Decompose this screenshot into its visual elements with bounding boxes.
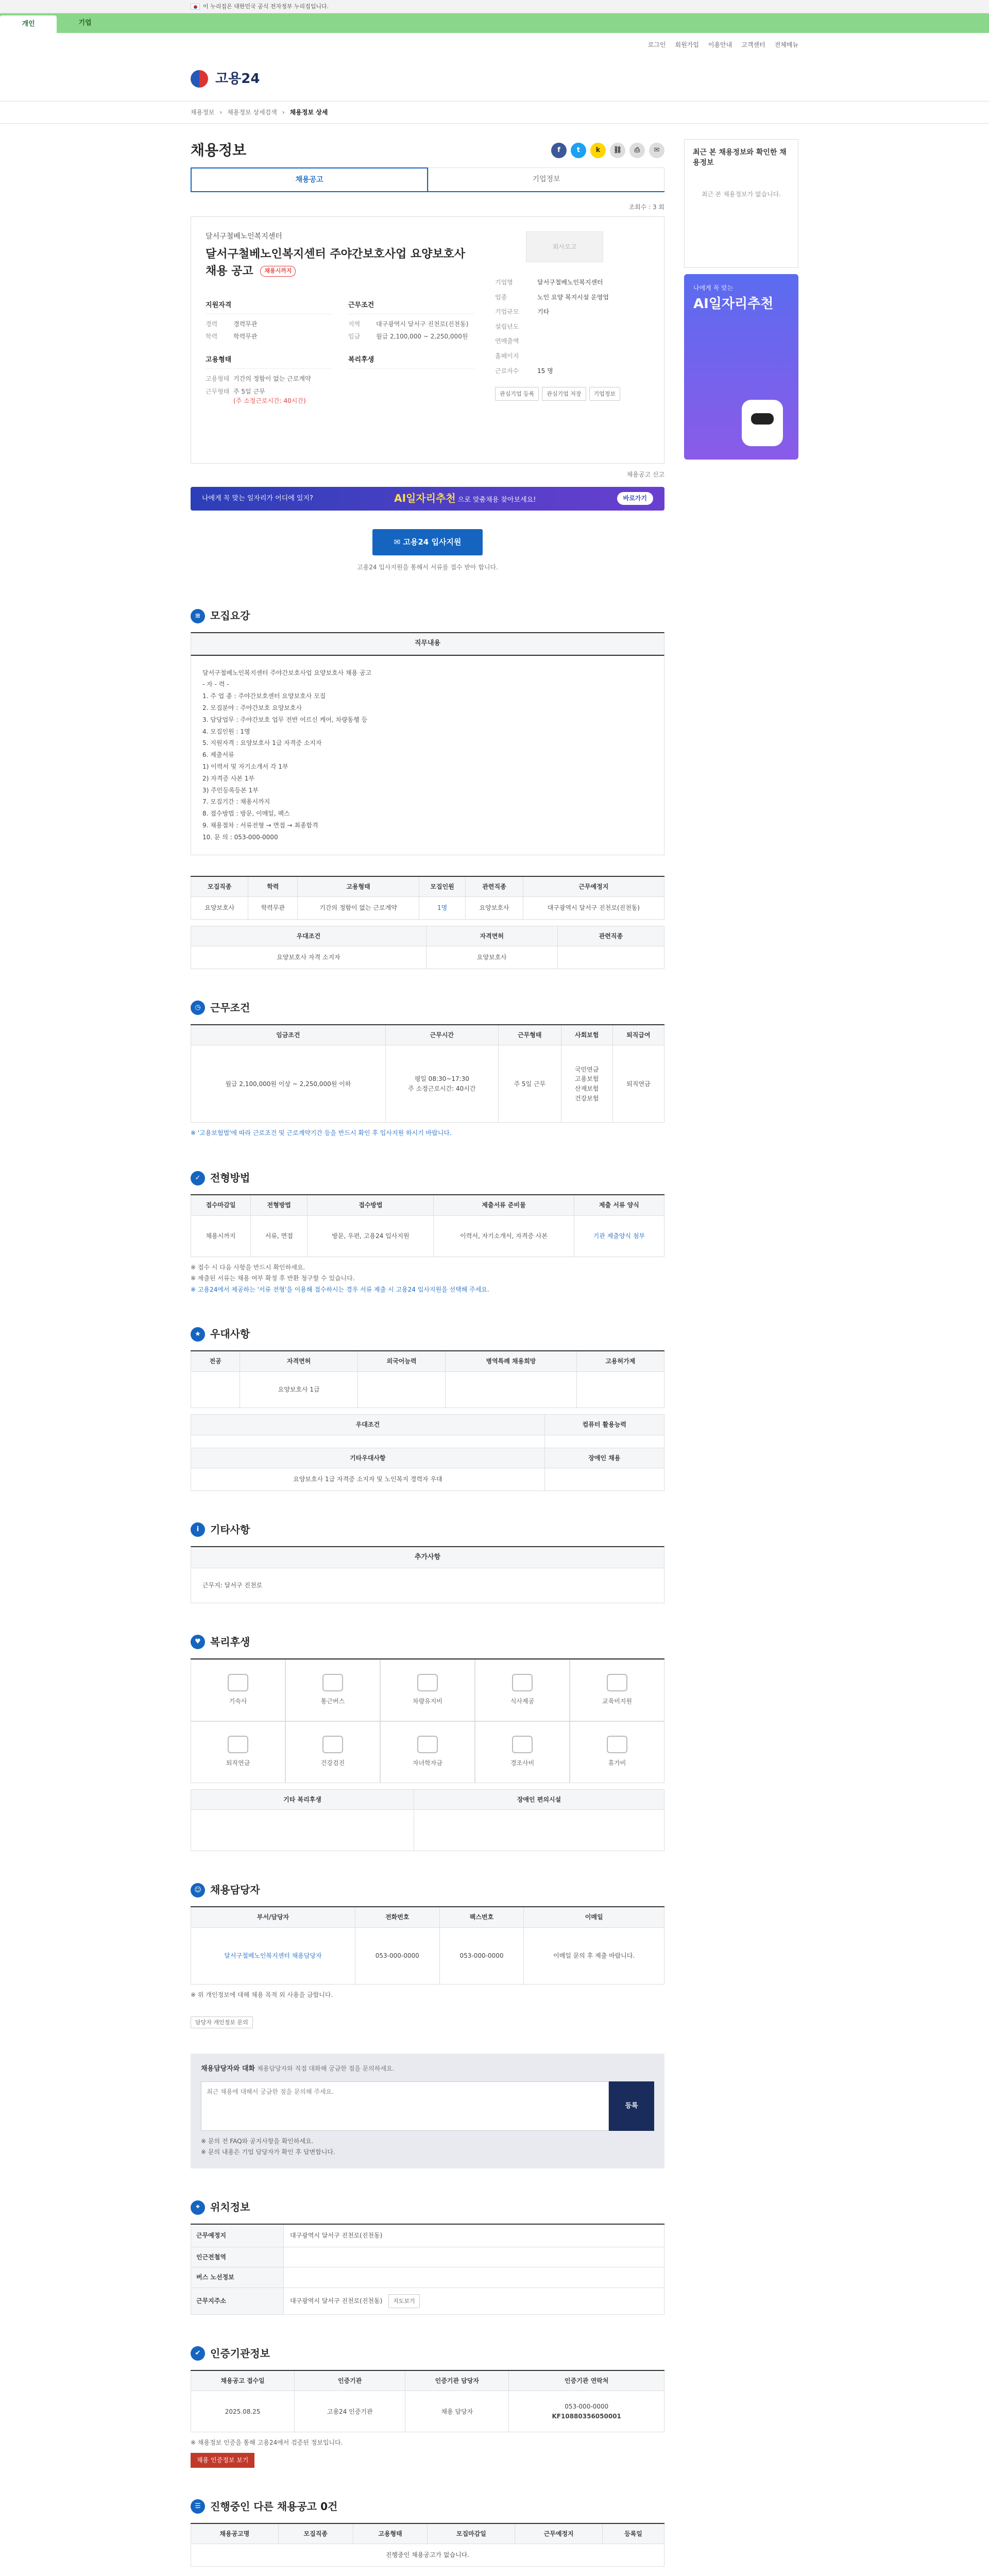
guide-link[interactable]: 이용안내 — [708, 41, 732, 48]
tab-job-posting[interactable]: 채용공고 — [191, 167, 428, 191]
table-row — [191, 1927, 664, 1984]
table-cell — [576, 1372, 664, 1408]
table-cell: 달서구철베노인복지센터 채용담당자 — [191, 1927, 355, 1984]
emp-type-value: 기간의 정함이 없는 근로계약 — [233, 375, 311, 383]
section-title: 인증기관정보 — [210, 2347, 270, 2360]
section-title: 우대사항 — [210, 1328, 250, 1341]
table-cell: 요양보호사 — [191, 897, 248, 920]
company-summary — [495, 231, 650, 449]
clock-icon: ◷ — [191, 1001, 205, 1015]
gift-icon — [512, 1736, 533, 1753]
region-value: 대구광역시 달서구 진천로(진천동) — [376, 320, 469, 328]
apply-note: 고용24 입사지원을 통해서 서류를 접수 받아 합니다. — [357, 563, 498, 571]
save-company-button[interactable]: 관심기업 저장 — [542, 387, 586, 401]
table-header: 부서/담당자 — [191, 1907, 355, 1927]
table-header: 이메일 — [524, 1907, 664, 1927]
welfare-label: 통근버스 — [320, 1698, 345, 1705]
scholarship-icon — [417, 1736, 438, 1753]
view-count: 조회수 : 3 회 — [628, 204, 664, 211]
table-cell: 요양보호사 자격 소지자 — [191, 946, 427, 969]
contact-inquiry-button[interactable]: 담당자 개인정보 문의 — [191, 2016, 253, 2028]
table-cell — [284, 2247, 664, 2267]
welfare-item — [570, 1659, 664, 1721]
link-icon[interactable]: ⛓ — [610, 143, 625, 158]
table-cell: 053-000-0000 — [565, 2403, 609, 2411]
preference-table-2 — [191, 1414, 664, 1491]
table-header: 자격면허 — [426, 926, 557, 946]
table-header: 제출 서류 양식 — [574, 1195, 664, 1215]
table-header: 고용허가제 — [576, 1351, 664, 1371]
emp-type-label: 고용형태 — [206, 375, 230, 383]
work-condition-block — [348, 300, 474, 342]
table-cell: 고용24 인증기관 — [295, 2391, 405, 2432]
table-header: 모집직종 — [191, 876, 248, 897]
edu-value: 학력무관 — [233, 333, 258, 341]
company-field-value: 달서구철베노인복지센터 — [537, 278, 603, 286]
table-cell: 대구광역시 달서구 진천로(진천동) — [284, 2224, 664, 2247]
section-selection — [191, 1170, 664, 1295]
company-field-value — [537, 351, 650, 361]
table-header: 전형방법 — [250, 1195, 307, 1215]
note-line: ※ 접수 시 다음 사항을 반드시 확인하세요. — [191, 1263, 305, 1271]
table-cell: 요양보호사 1급 자격증 소지자 및 노인복지 경력자 우대 — [191, 1468, 545, 1491]
welfare-table — [191, 1789, 664, 1852]
map-button[interactable]: 지도보기 — [388, 2294, 420, 2308]
person-icon: ☺ — [191, 1883, 205, 1897]
table-header: 장애인 채용 — [544, 1448, 664, 1468]
ai-card-subtitle: 나에게 꼭 맞는 — [693, 284, 734, 292]
welfare-label: 차량유지비 — [413, 1698, 442, 1705]
contact-table — [191, 1906, 664, 1985]
table-header: 고용형태 — [353, 2523, 428, 2544]
table-header: 접수방법 — [308, 1195, 434, 1215]
table-header: 우대조건 — [191, 926, 427, 946]
table-row — [191, 1435, 664, 1448]
career-label: 경력 — [206, 320, 218, 328]
all-menu-link[interactable]: 전체메뉴 — [774, 41, 798, 48]
job-summary-card — [191, 216, 664, 464]
table-row — [191, 1372, 664, 1408]
job-detail-text: 달서구철베노인복지센터 주야간보호사업 요양보호사 채용 공고 - 자 - 력 - 1. 주 업 종 : 주야간보호센터 요양보호사 모집 2. 모집분야 : 주야간보호 요양보호사 3. 담당업무 : 주야간보호 업무 전반 어르신 케어, 차량동행 등 4. 모집인원 : 1명 5. 지원자격 : 요양보호사 1급 자격증 소지자 6. 제출서류 1) 이력서 및 자기소개서 각 1부 2) 자격증 사본 1부 3) 주민등록등본 1부 7. 모집기간 : 채용시까지 8. 접수방법 : 방문, 이메일, 팩스 9. 채용절차 : 서류전형 → 면접 → 최종합격 10. 문 의 : 053-000-0000 — [191, 655, 664, 855]
welfare-label: 건강검진 — [320, 1759, 345, 1767]
section-title: 근무조건 — [210, 1001, 250, 1014]
section-title: 모집요강 — [210, 609, 250, 622]
sidebar — [684, 139, 798, 2567]
table-cell — [191, 1372, 240, 1408]
selection-table — [191, 1194, 664, 1257]
table-row — [191, 2224, 664, 2247]
cert-code: KF10880356050001 — [552, 2412, 621, 2420]
welfare-label: 식사제공 — [510, 1698, 535, 1705]
pin-icon: ⌖ — [191, 2200, 205, 2215]
work-note: ※ '고용보험법'에 따라 근로조건 및 근로계약기간 등을 반드시 확인 후 입사지원 하시기 바랍니다. — [191, 1129, 452, 1137]
section-title: 위치정보 — [210, 2201, 250, 2214]
tab-company-info[interactable]: 기업정보 — [428, 167, 664, 191]
table-cell — [191, 1435, 545, 1448]
job-title-text: 달서구철베노인복지센터 주야간보호사업 요양보호사 채용 공고 — [206, 247, 466, 278]
section-other-jobs — [191, 2499, 664, 2567]
table-header: 채용공고명 — [191, 2523, 279, 2544]
table-header: 병역특례 채용희망 — [446, 1351, 576, 1371]
welfare-item — [570, 1721, 664, 1783]
job-tabs — [191, 167, 664, 192]
main-content — [191, 139, 664, 2567]
table-cell: 대구광역시 달서구 진천로(진천동) — [523, 897, 664, 920]
table-header: 근무예정지 — [523, 876, 664, 897]
pension-icon — [228, 1736, 248, 1753]
deadline-badge: 채용시까지 — [260, 266, 296, 277]
table-cell: 월급 2,100,000원 이상 ~ 2,250,000원 이하 — [191, 1045, 386, 1123]
table-header: 인근전철역 — [191, 2247, 284, 2267]
table-cell — [544, 1468, 664, 1491]
twitter-icon[interactable]: t — [571, 143, 586, 158]
apply-label: 고용24 입사지원 — [403, 537, 462, 547]
company-field-value: 노인 요양 복지시설 운영업 — [537, 293, 609, 301]
table-cell: 학력무관 — [248, 897, 298, 920]
section-title: 복리후생 — [210, 1635, 250, 1648]
work-hours-note: (주 소정근로시간: 40시간) — [233, 397, 306, 405]
table-cell — [557, 946, 664, 969]
org-name: 달서구철베노인복지센터 — [206, 232, 282, 241]
company-field-label: 근로자수 — [495, 367, 519, 375]
company-field-label: 기업명 — [495, 278, 513, 286]
table-cell — [446, 1372, 576, 1408]
welfare-item — [380, 1721, 475, 1783]
table-header: 근무형태 — [498, 1025, 561, 1045]
company-field-value: 기타 — [537, 308, 550, 316]
ai-recommend-banner[interactable] — [191, 487, 664, 511]
section-location — [191, 2199, 664, 2315]
table-cell — [284, 2267, 664, 2288]
company-field-label: 연매출액 — [495, 337, 519, 345]
dormitory-icon — [228, 1674, 248, 1691]
table-header: 자격면허 — [240, 1351, 358, 1371]
welfare-item — [475, 1659, 570, 1721]
table-header: 관련직종 — [557, 926, 664, 946]
table-cell: 이메일 문의 후 제출 바랍니다. — [524, 1927, 664, 1984]
table-cell: 2025.08.25 — [191, 2391, 295, 2432]
table-header: 채용공고 접수일 — [191, 2370, 295, 2391]
site-header — [191, 57, 798, 101]
table-cell: 요양보호사 — [466, 897, 523, 920]
logo-icon[interactable] — [191, 70, 208, 88]
section-title: 전형방법 — [210, 1172, 250, 1184]
cert-info-button[interactable]: 채용 인증정보 보기 — [191, 2453, 254, 2468]
meal-icon — [512, 1674, 533, 1691]
work-type-value: 주 5일 근무 — [233, 387, 265, 395]
welfare-item — [475, 1721, 570, 1783]
logo-text[interactable]: 고용24 — [215, 71, 260, 87]
recent-jobs-empty: 최근 본 채용정보가 없습니다. — [701, 191, 781, 198]
qualification-block — [206, 300, 332, 342]
table-cell: 서류, 면접 — [250, 1215, 307, 1257]
table-header: 퇴직급여 — [612, 1025, 664, 1045]
table-header: 관련직종 — [466, 876, 523, 897]
table-header: 기타 복리후생 — [191, 1789, 414, 1810]
welfare-label: 휴가비 — [608, 1759, 626, 1767]
gov-banner — [0, 0, 989, 13]
welfare-label: 경조사비 — [510, 1759, 535, 1767]
table-header: 팩스번호 — [439, 1907, 524, 1927]
table-header: 근무시간 — [385, 1025, 498, 1045]
apply-button[interactable]: ✉ 고용24 입사지원 — [372, 529, 483, 555]
selection-notes — [191, 1262, 664, 1296]
ad-left-text: 나에게 꼭 맞는 일자리가 어디에 있지? — [202, 494, 313, 502]
table-cell: 요양보호사 1급 — [240, 1372, 358, 1408]
ad-cta-button[interactable]: 바로가기 — [617, 492, 653, 505]
table-cell — [357, 1372, 445, 1408]
tab-company[interactable]: 기업 — [78, 19, 92, 27]
welfare-item — [285, 1659, 380, 1721]
breadcrumb-current: 채용정보 상세 — [289, 108, 328, 116]
login-link[interactable]: 로그인 — [647, 41, 666, 48]
section-title: 기타사항 — [210, 1523, 250, 1536]
employment-heading: 고용형태 — [206, 355, 332, 369]
ask-heading: 채용담당자와 대화 — [201, 2064, 255, 2073]
ask-submit-button[interactable]: 등록 — [609, 2081, 654, 2131]
table-row — [191, 897, 664, 920]
table-cell — [544, 1435, 664, 1448]
robot-icon — [742, 400, 783, 446]
table-header: 접수마감일 — [191, 1195, 251, 1215]
welfare-block — [348, 355, 474, 406]
company-field-label: 업종 — [495, 293, 507, 301]
section-welfare — [191, 1634, 664, 1852]
welfare-label: 퇴직연금 — [226, 1759, 250, 1767]
wage-label: 임금 — [348, 333, 361, 341]
note-line: ※ 고용24에서 제공하는 '서류 전형'을 이용해 접수하시는 경우 서류 제출 시 고용24 입사지원을 선택해 주세요. — [191, 1285, 489, 1293]
table-header: 인증기관 연락처 — [509, 2370, 664, 2391]
ai-card-title: AI일자리추천 — [693, 296, 774, 312]
table-row — [191, 2544, 664, 2567]
table-header: 버스 노선정보 — [191, 2267, 284, 2288]
facebook-icon[interactable]: f — [551, 143, 567, 158]
welfare-item — [285, 1721, 380, 1783]
page-title: 채용정보 — [191, 142, 247, 159]
location-table — [191, 2224, 664, 2315]
company-field-value — [537, 336, 650, 346]
table-cell: 국민연금 고용보험 산재보험 건강보험 — [561, 1045, 612, 1123]
table-header: 외국어능력 — [357, 1351, 445, 1371]
table-cell[interactable]: 기관 제출양식 첨부 — [574, 1215, 664, 1257]
section-contact — [191, 1882, 664, 2168]
breadcrumb-item[interactable]: 채용정보 상세검색 — [227, 108, 277, 116]
wage-value: 월급 2,100,000 ~ 2,250,000원 — [376, 333, 468, 341]
section-preference — [191, 1326, 664, 1490]
welfare-label: 기숙사 — [229, 1698, 247, 1705]
top-tabbar — [0, 13, 989, 33]
table-header: 근무예정지 — [191, 2224, 284, 2247]
utility-nav — [191, 33, 798, 57]
badge-icon: ✔ — [191, 2346, 205, 2361]
ask-notes — [201, 2136, 654, 2158]
table-row — [191, 2267, 664, 2288]
cert-note: ※ 채용정보 인증을 통해 고용24에서 검증된 정보입니다. — [191, 2439, 343, 2447]
table-cell: 053-000-0000 — [355, 1927, 439, 1984]
table-row — [191, 1468, 664, 1491]
table-header: 고용형태 — [298, 876, 419, 897]
bus-icon — [322, 1674, 343, 1691]
other-jobs-table — [191, 2523, 664, 2567]
table-row — [191, 2391, 664, 2432]
table-cell: 이력서, 자기소개서, 자격증 사본 — [434, 1215, 574, 1257]
work-type-label: 근무형태 — [206, 387, 230, 395]
report-link[interactable]: 채용공고 신고 — [626, 470, 664, 478]
flag-icon — [191, 4, 200, 10]
table-header: 모집마감일 — [428, 2523, 515, 2544]
edu-label: 학력 — [206, 333, 218, 341]
company-field-value — [537, 322, 650, 332]
career-value: 경력무관 — [233, 320, 258, 328]
table-cell: 방문, 우편, 고용24 입사지원 — [308, 1215, 434, 1257]
section-certification — [191, 2346, 664, 2468]
company-field-value: 15 명 — [537, 367, 553, 375]
interest-company-button[interactable]: 관심기업 등록 — [495, 387, 539, 401]
welfare-heading: 복리후생 — [348, 355, 474, 369]
info-icon: i — [191, 1522, 205, 1537]
welfare-item — [191, 1721, 285, 1783]
welfare-label: 자녀학자금 — [413, 1759, 442, 1767]
table-cell: 평일 08:30~17:30 주 소정근로시간: 40시간 — [385, 1045, 498, 1123]
qualification-heading: 지원자격 — [206, 300, 332, 314]
share-buttons — [551, 143, 664, 158]
table-header: 전공 — [191, 1351, 240, 1371]
table-header: 근무예정지 — [515, 2523, 603, 2544]
table-cell: 주 5일 근무 — [498, 1045, 561, 1123]
education-icon — [607, 1674, 627, 1691]
section-title: 진행중인 다른 채용공고 0건 — [210, 2500, 338, 2513]
table-header: 사회보험 — [561, 1025, 612, 1045]
table-header: 근무지주소 — [191, 2287, 284, 2314]
star-icon: ★ — [191, 1327, 205, 1342]
ask-box — [191, 2054, 664, 2168]
table-header: 등록일 — [603, 2523, 664, 2544]
ai-recommend-card[interactable] — [684, 274, 798, 460]
welfare-item — [380, 1659, 475, 1721]
table-cell: 053-000-0000 — [439, 1927, 524, 1984]
company-field-label: 홈페이지 — [495, 352, 519, 360]
company-info-button[interactable]: 기업정보 — [589, 387, 621, 401]
table-cell: 채용시까지 — [191, 1215, 251, 1257]
note-line: ※ 문의 전 FAQ와 공지사항을 확인하세요. — [201, 2137, 314, 2145]
car-icon — [417, 1674, 438, 1691]
table-header: 컴퓨터 활용능력 — [544, 1415, 664, 1435]
table-row — [191, 2247, 664, 2267]
ad-big-text: AI일자리추천 — [394, 492, 456, 505]
detail-head: 추가사항 — [191, 1546, 664, 1568]
table-row — [191, 1810, 664, 1851]
welfare-item — [191, 1659, 285, 1721]
section-etc — [191, 1522, 664, 1603]
table-header: 임금조건 — [191, 1025, 386, 1045]
etc-text: 근무지: 달서구 진천로 — [191, 1568, 664, 1603]
ad-right-text: 으로 맞춤채용 찾아보세요! — [457, 496, 536, 504]
ask-textarea[interactable] — [201, 2081, 609, 2131]
table-row — [191, 2287, 664, 2314]
scrap-icon[interactable]: ✉ — [649, 143, 664, 158]
table-cell: 요양보호사 — [426, 946, 557, 969]
job-title — [206, 246, 474, 280]
table-header: 모집직종 — [278, 2523, 353, 2544]
recent-jobs-box — [684, 139, 798, 268]
table-header: 모집인원 — [419, 876, 465, 897]
work-table — [191, 1024, 664, 1123]
welfare-label: 교육비지원 — [602, 1698, 632, 1705]
table-header: 장애인 편의시설 — [414, 1789, 664, 1810]
checklist-icon: ✓ — [191, 1171, 205, 1185]
section-title: 채용담당자 — [210, 1884, 260, 1896]
employment-block — [206, 355, 332, 406]
table-row — [191, 946, 664, 969]
table-header: 인증기관 — [295, 2370, 405, 2391]
gift-icon: ♥ — [191, 1635, 205, 1649]
section-work-conditions — [191, 1000, 664, 1139]
document-icon: ≡ — [191, 609, 205, 623]
note-line: ※ 문의 내용은 기업 담당자가 확인 후 답변합니다. — [201, 2148, 335, 2156]
list-icon: ☰ — [191, 2499, 205, 2514]
preference-table — [191, 1350, 664, 1408]
table-cell: 채용 담당자 — [405, 2391, 509, 2432]
company-field-label: 기업규모 — [495, 308, 519, 316]
tab-personal[interactable]: 개인 — [0, 15, 57, 33]
table-cell: 대구광역시 달서구 진천로(진천동) — [290, 2297, 383, 2304]
gov-banner-text: 이 누리집은 대한민국 공식 전자정부 누리집입니다. — [203, 3, 329, 10]
print-icon[interactable]: ⎙ — [629, 143, 645, 158]
vacation-icon — [607, 1736, 627, 1753]
table-header: 학력 — [248, 876, 298, 897]
section-recruitment — [191, 608, 664, 969]
breadcrumb: 채용정보 › 채용정보 상세검색 › 채용정보 상세 — [191, 101, 798, 123]
table-header: 전화번호 — [355, 1907, 439, 1927]
region-label: 지역 — [348, 320, 361, 328]
certification-table — [191, 2370, 664, 2433]
recent-jobs-heading: 최근 본 채용정보와 확인한 채용정보 — [693, 148, 787, 167]
work-condition-heading: 근무조건 — [348, 300, 474, 314]
table-cell: 퇴직연금 — [612, 1045, 664, 1123]
detail-head: 직무내용 — [191, 632, 664, 654]
company-logo: 회사로고 — [526, 231, 603, 262]
ask-subtitle: 채용담당자와 직접 대화해 궁금한 점을 문의하세요. — [257, 2064, 395, 2072]
table-header: 우대조건 — [191, 1415, 545, 1435]
breadcrumb-item[interactable]: 채용정보 — [191, 108, 215, 116]
health-icon — [322, 1736, 343, 1753]
recruit-table — [191, 876, 664, 920]
welfare-grid — [191, 1658, 664, 1783]
empty-message: 진행중인 채용공고가 없습니다. — [191, 2544, 664, 2567]
company-field-label: 설립년도 — [495, 323, 519, 330]
recruit-table-2 — [191, 926, 664, 969]
note-line: ※ 제출된 서류는 채용 여부 확정 후 반환 청구할 수 있습니다. — [191, 1275, 355, 1282]
table-cell: 기간의 정함이 없는 근로계약 — [298, 897, 419, 920]
table-cell: 1명 — [419, 897, 465, 920]
support-link[interactable]: 고객센터 — [741, 41, 765, 48]
table-header: 제출서류 준비물 — [434, 1195, 574, 1215]
table-row — [191, 1215, 664, 1257]
table-header: 인증기관 담당자 — [405, 2370, 509, 2391]
table-row — [191, 1045, 664, 1123]
table-header: 기타우대사항 — [191, 1448, 545, 1468]
signup-link[interactable]: 회원가입 — [675, 41, 699, 48]
kakao-icon[interactable]: k — [590, 143, 606, 158]
contact-note: ※ 위 개인정보에 대해 채용 목적 외 사용을 금합니다. — [191, 1991, 333, 1998]
